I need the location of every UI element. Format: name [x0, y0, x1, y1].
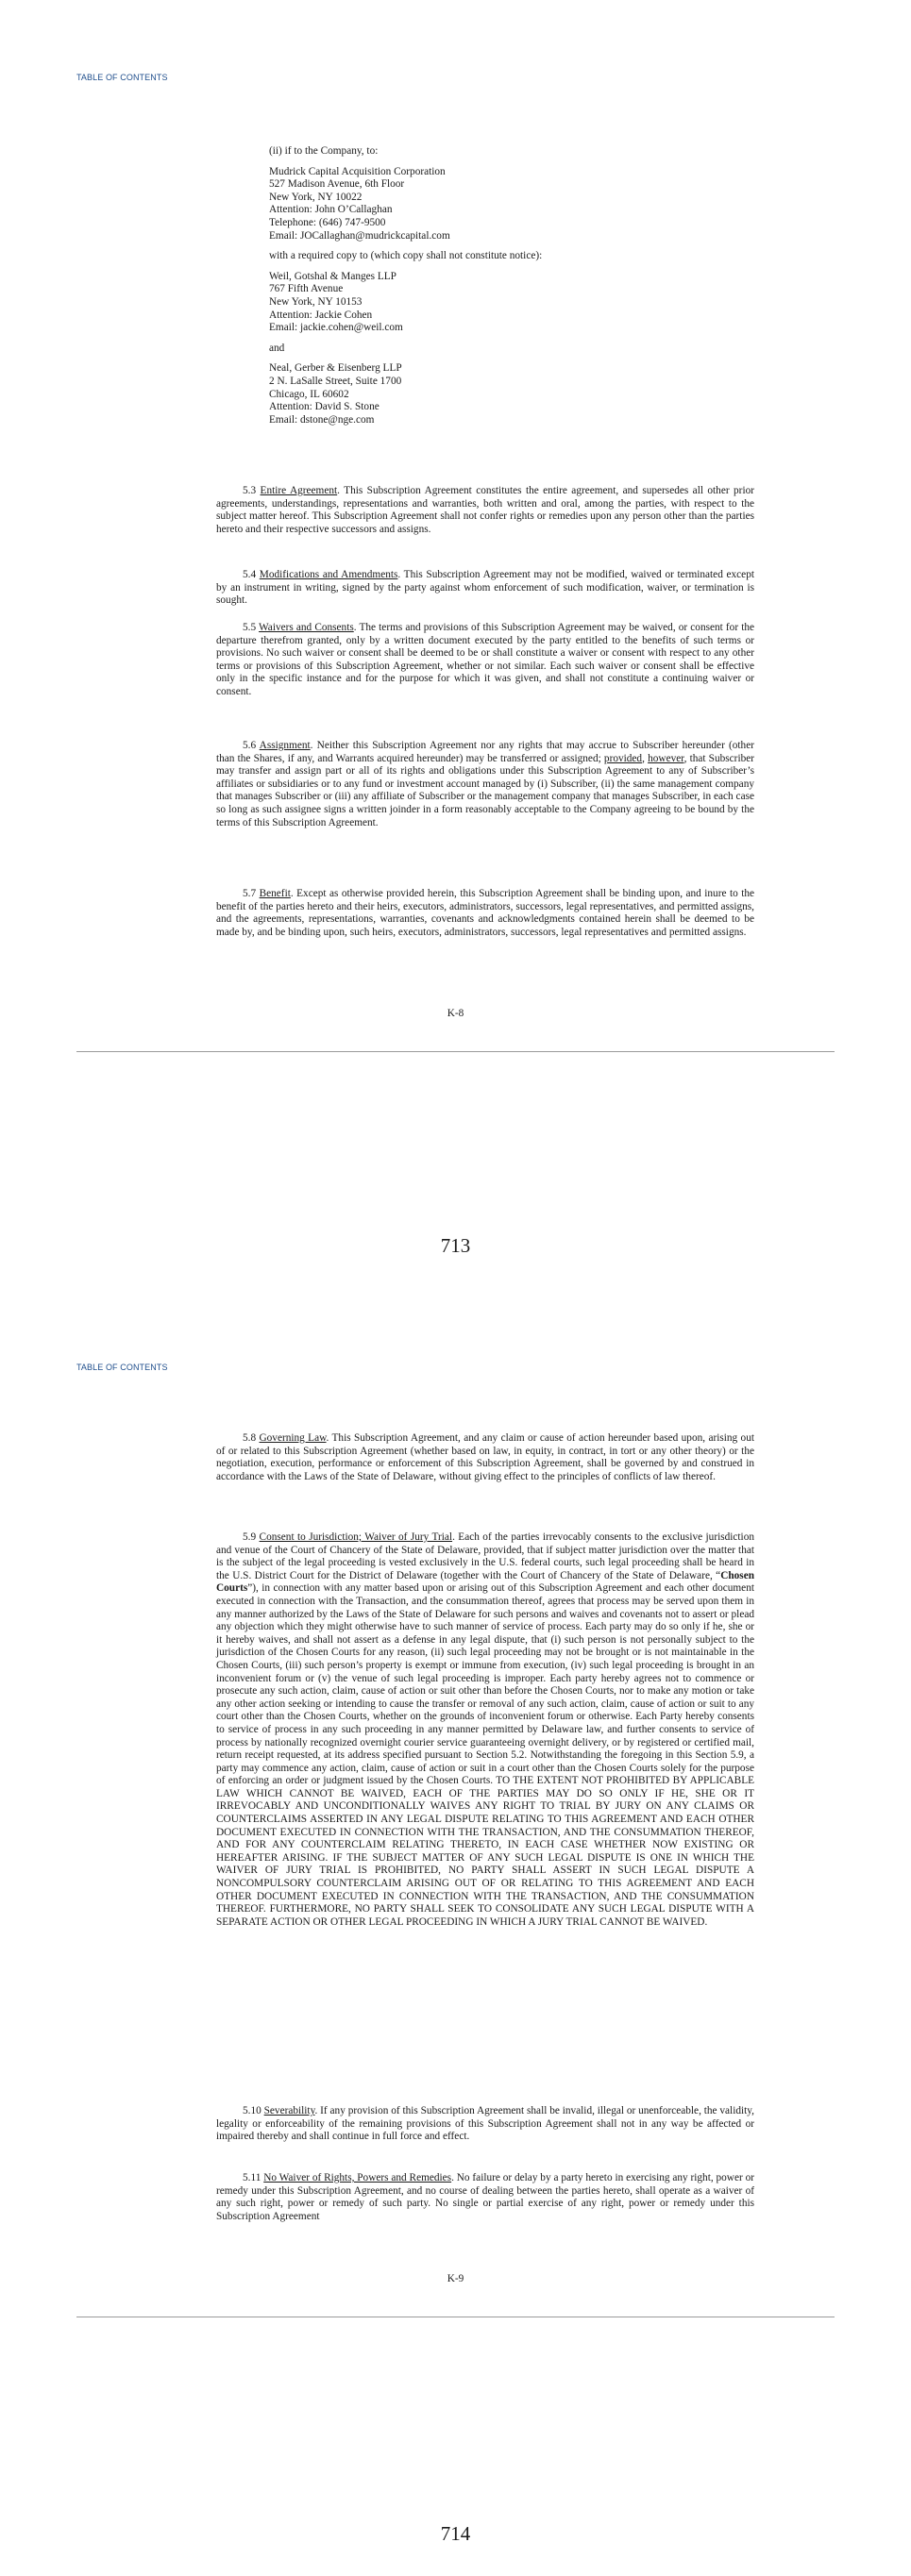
table-of-contents-link[interactable]: TABLE OF CONTENTS	[76, 73, 168, 82]
section-5-10: 5.10 Severability. If any provision of this Subscription Agreement shall be invalid, illegal or unenforceable, the validity, legality or enforceability of the remaining provisions of this Subscription Agreement shall not in any way be affected or impaired thereby and shall continue in full force and effect.	[216, 2105, 755, 2143]
copy-intro: with a required copy to (which copy shall not constitute notice):	[269, 250, 543, 262]
address-line: 527 Madison Avenue, 6th Floor	[269, 178, 405, 191]
page-footer: K-8	[447, 1008, 464, 1019]
and-text: and	[269, 342, 285, 354]
company-intro: (ii) if to the Company, to:	[269, 145, 379, 157]
address-line: Email: JOCallaghan@mudrickcapital.com	[269, 229, 450, 242]
section-5-6: 5.6 Assignment. Neither this Subscription Agreement nor any rights that may accrue to Subscriber hereunder (other than the Shares, if any, and Warrants acquired hereunder) may be transferred or assigned; provided, however, that Subscriber may transfer and assign part or all of its rights and obligations under this Subscription Agreement to any of Subscriber’s affiliates or subsidiaries or to any fund or investment account managed by (i) Subscriber, (ii) the same management company that manages Subscriber or (iii) any affiliate of Subscriber or the management company that manages Subscriber, in each case so long as such assignee signs a written joinder in a form reasonably acceptable to the Company agreeing to be bound by the terms of this Subscription Agreement.	[216, 740, 755, 828]
address-line: 767 Fifth Avenue	[269, 283, 344, 295]
address-line: Chicago, IL 60602	[269, 388, 349, 400]
table-of-contents-link[interactable]: TABLE OF CONTENTS	[76, 1363, 168, 1372]
address-line: Mudrick Capital Acquisition Corporation	[269, 165, 446, 177]
page-number: 714	[440, 2522, 471, 2545]
address-line: Attention: David S. Stone	[269, 401, 380, 413]
page-number: 713	[440, 1234, 471, 1257]
address-line: New York, NY 10022	[269, 191, 363, 203]
address-line: Email: jackie.cohen@weil.com	[269, 322, 403, 334]
section-5-11: 5.11 No Waiver of Rights, Powers and Remedies. No failure or delay by a party hereto in exercising any right, power or remedy under this Subscription Agreement, and no course of dealing between the parties hereto, shall operate as a waiver of any such right, power or remedy of such party. No single or partial exercise of any right, power or remedy under this Subscription Agreement	[216, 2172, 754, 2222]
section-title: Severability	[263, 2105, 315, 2116]
section-title: Modifications and Amendments	[259, 569, 398, 580]
page-footer: K-9	[447, 2273, 464, 2284]
section-title: No Waiver of Rights, Powers and Remedies	[263, 2172, 452, 2183]
section-title: Assignment	[259, 740, 311, 751]
section-5-4: 5.4 Modifications and Amendments. This Subscription Agreement may not be modified, waived or terminated except by an instrument in writing, signed by the party against whom enforcement of such modification, waiver, or termination is sought.	[216, 569, 754, 607]
page-divider	[76, 1051, 835, 1052]
address-line: Weil, Gotshal & Manges LLP	[269, 270, 396, 282]
section-title: Governing Law	[259, 1432, 327, 1444]
company-notice-block	[269, 145, 542, 427]
section-5-3: 5.3 Entire Agreement. This Subscription Agreement constitutes the entire agreement, and supersedes all other prior agreements, understandings, representations and warranties, both written and oral, among the parties, with respect to the subject matter hereof. This Subscription Agreement shall not confer rights or remedies upon any person other than the parties hereto and their respective successors and assigns.	[216, 485, 754, 535]
section-5-5: 5.5 Waivers and Consents. The terms and provisions of this Subscription Agreement may be waived, or consent for the departure therefrom granted, only by a written document executed by the party entitled to the benefits of such terms or provisions. No such waiver or consent shall be deemed to be or shall constitute a waiver or consent with respect to any other terms or provisions of this Subscription Agreement, whether or not similar. Each such waiver or consent shall be effective only in the specific instance and for the purpose for which it was given, and shall not constitute a continuing waiver or consent.	[216, 622, 754, 697]
section-title: Entire Agreement	[260, 485, 338, 496]
address-line: New York, NY 10153	[269, 295, 363, 308]
section-5-7: 5.7 Benefit. Except as otherwise provided herein, this Subscription Agreement shall be binding upon, and inure to the benefit of the parties hereto and their heirs, executors, administrators, successors, legal representatives, and permitted assigns, and the agreements, representations, warranties, covenants and acknowledgments contained herein shall be deemed to be made by, and be binding upon, such heirs, executors, administrators, successors, legal representatives and permitted assigns.	[216, 888, 754, 938]
address-line: Telephone: (646) 747-9500	[269, 216, 386, 228]
address-line: Email: dstone@nge.com	[269, 413, 375, 426]
section-5-9: 5.9 Consent to Jurisdiction; Waiver of Jury Trial. Each of the parties irrevocably consents to the exclusive jurisdiction and venue of the Court of Chancery of the State of Delaware, provided, that if subject matter jurisdiction over the matter that is the subject of the legal proceeding is vested exclusively in the U.S. federal courts, such legal proceeding shall be heard in the U.S. District Court for the District of Delaware (together with the Court of Chancery of the State of Delaware, “Chosen Courts”), in connection with any matter based upon or arising out of this Subscription Agreement and each other document executed in connection with the Transaction, and the consummation thereof, agrees that process may be served upon them in any manner authorized by the Laws of the State of Delaware for such persons and waives and covenants not to assert or plead any objection which they might otherwise have to such manner of service of process. Each party may do so only if he, she or it hereby waives, and shall not assert as a defense in any legal dispute, that (i) such person is not personally subject to the jurisdiction of the Chosen Courts for any reason, (ii) such legal proceeding may not be brought or is not maintainable in the Chosen Courts, (iii) such person’s property is exempt or immune from execution, (iv) such legal proceeding is brought in an inconvenient forum or (v) the venue of such legal proceeding is improper. Each party hereby agrees not to commence or prosecute any such action, claim, cause of action or suit other than before the Chosen Courts, nor to make any motion or take any other action seeking or intending to cause the transfer or removal of any such action, claim, cause of action or suit to any court other than the Chosen Courts, whether on the grounds of inconvenient forum or otherwise. Each Party hereby consents to service of process in any such proceeding in any manner permitted by Delaware law, and further consents to service of process by nationally recognized overnight courier service guaranteeing overnight delivery, or by registered or certified mail, return receipt requested, at its address specified pursuant to Section 5.2. Notwithstanding the foregoing in this Section 5.9, a party may commence any action, claim, cause of action or suit in a court other than the Chosen Courts solely for the purpose of enforcing an order or judgment issued by the Chosen Courts. TO THE EXTENT NOT PROHIBITED BY APPLICABLE LAW WHICH CANNOT BE WAIVED, EACH OF THE PARTIES MAY DO SO ONLY IF HE, SHE OR IT IRREVOCABLY AND UNCONDITIONALLY WAIVES ANY RIGHT TO TRIAL BY JURY ON ANY CLAIMS OR COUNTERCLAIMS ASSERTED IN ANY LEGAL DISPUTE RELATING TO THIS AGREEMENT AND EACH OTHER DOCUMENT EXECUTED IN CONNECTION WITH THE TRANSACTION, AND THE CONSUMMATION THEREOF, AND FOR ANY COUNTERCLAIM RELATING THERETO, IN EACH CASE WHETHER NOW EXISTING OR HEREAFTER ARISING. IF THE SUBJECT MATTER OF ANY SUCH LEGAL DISPUTE IS ONE IN WHICH THE WAIVER OF JURY TRIAL IS PROHIBITED, NO PARTY SHALL ASSERT IN SUCH LEGAL DISPUTE A NONCOMPULSORY COUNTERCLAIM ARISING OUT OF OR RELATING TO THIS AGREEMENT AND EACH OTHER DOCUMENT EXECUTED IN CONNECTION WITH THE TRANSACTION, AND THE CONSUMMATION THEREOF. FURTHERMORE, NO PARTY SHALL SEEK TO CONSOLIDATE ANY SUCH LEGAL DISPUTE WITH A SEPARATE ACTION OR OTHER LEGAL PROCEEDING IN WHICH A JURY TRIAL CANNOT BE WAIVED.	[216, 1531, 754, 1928]
section-title: Waivers and Consents	[259, 622, 354, 633]
address-line: Attention: John O’Callaghan	[269, 204, 393, 216]
address-line: 2 N. LaSalle Street, Suite 1700	[269, 375, 402, 387]
defined-term: Chosen Courts	[216, 1569, 754, 1595]
section-title: Consent to Jurisdiction; Waiver of Jury Trial	[259, 1531, 453, 1543]
section-5-8: 5.8 Governing Law. This Subscription Agreement, and any claim or cause of action hereunder based upon, arising out of or related to this Subscription Agreement (whether based on law, in equity, in contract, in tort or any other theory) or the negotiation, execution, performance or enforcement of this Subscription Agreement, shall be governed by and construed in accordance with the Laws of the State of Delaware, without giving effect to the principles of conflicts of law thereof.	[216, 1432, 754, 1482]
address-line: Attention: Jackie Cohen	[269, 309, 373, 321]
address-line: Neal, Gerber & Eisenberg LLP	[269, 362, 402, 375]
section-title: Benefit	[259, 888, 291, 899]
